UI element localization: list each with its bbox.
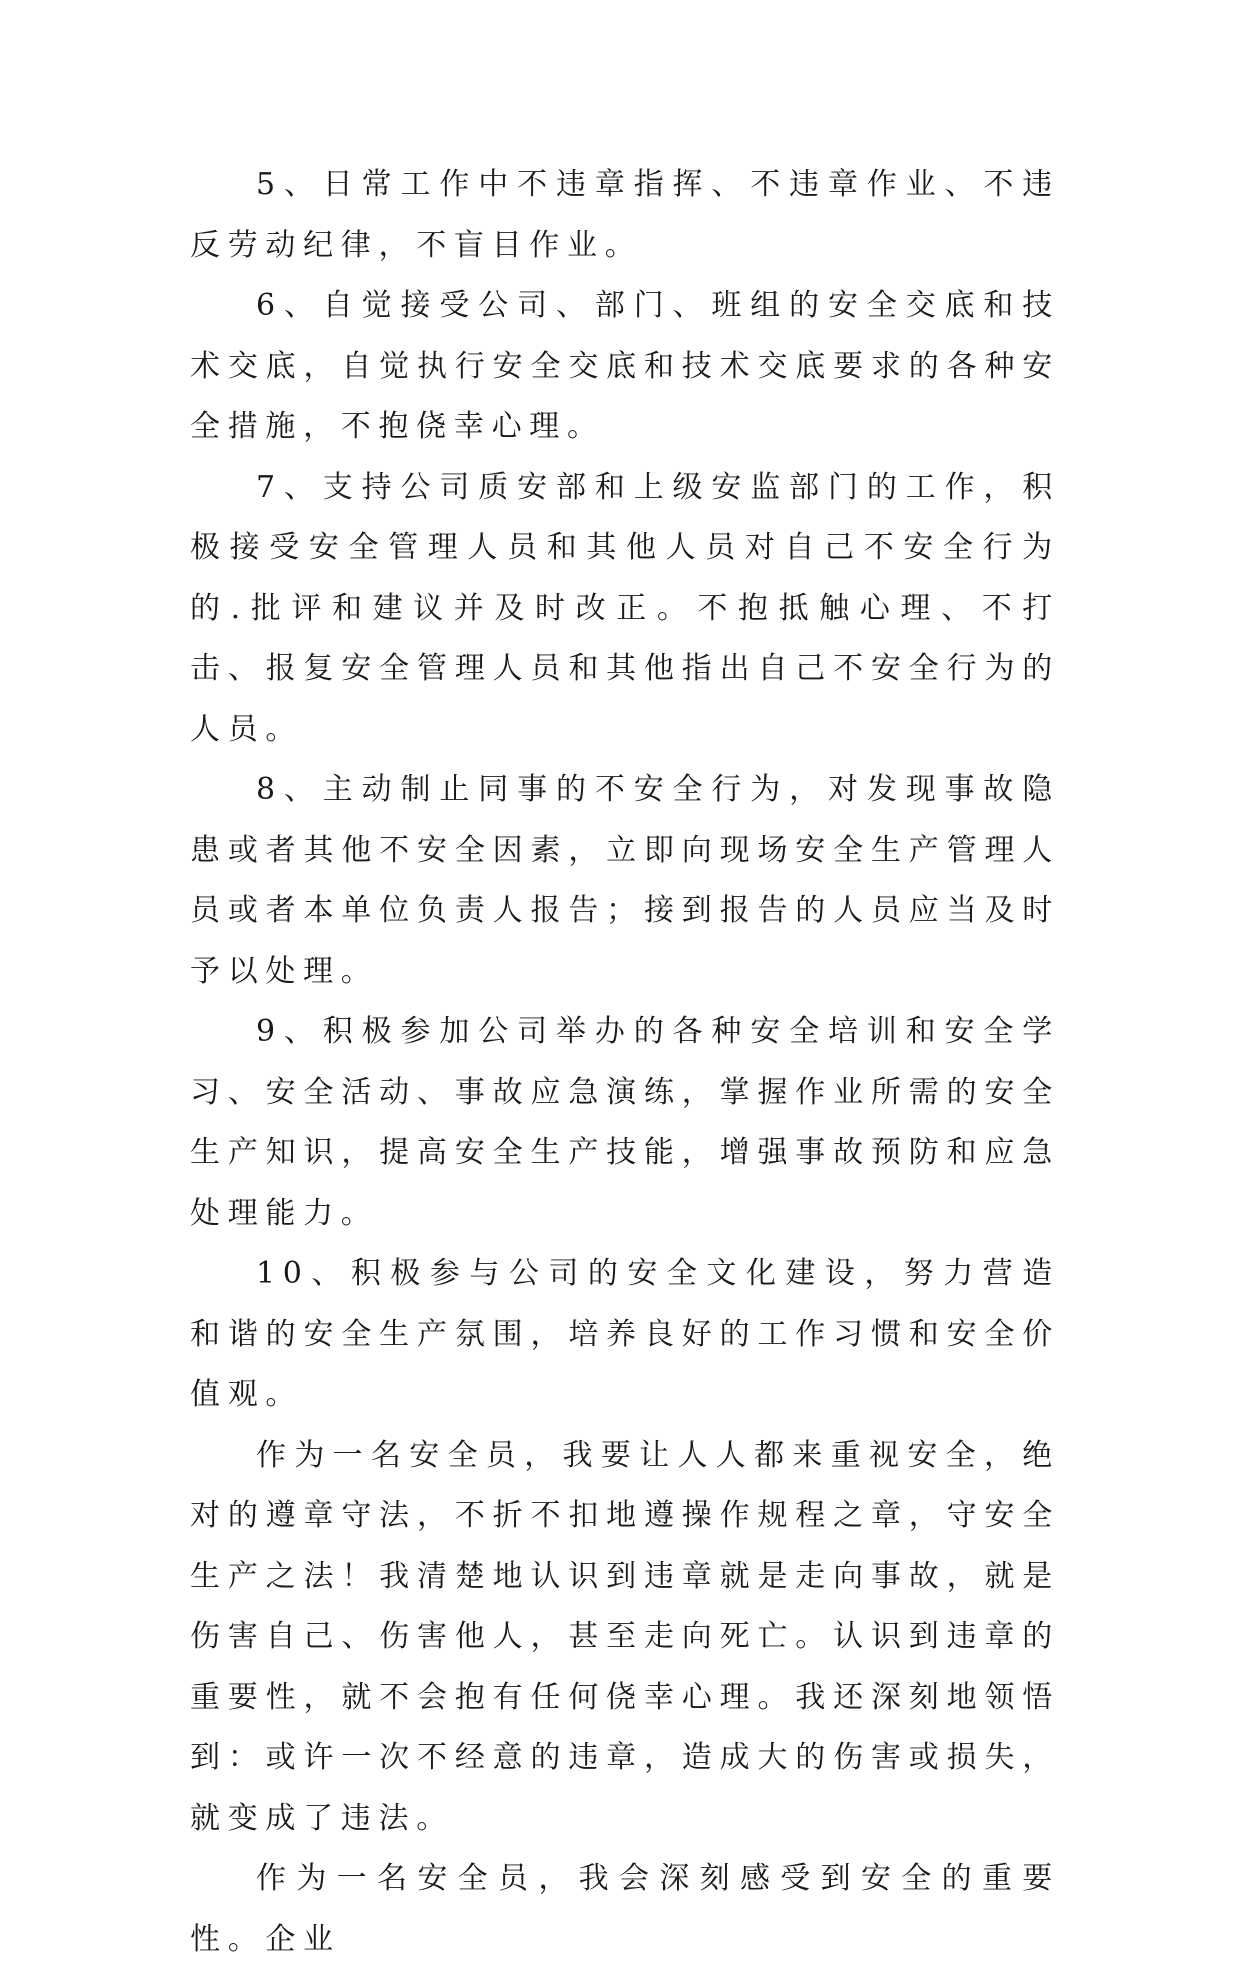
paragraph-item-5: 5、日常工作中不违章指挥、不违章作业、不违反劳动纪律，不盲目作业。 [190, 167, 1060, 263]
paragraph-reflection: 作为一名安全员，我要让人人都来重视安全，绝对的遵章守法，不折不扣地遵操作规程之章，守安全生产之法！我清楚地认识到违章就是走向事故，就是伤害自己、伤害他人，甚至走向死亡。认识到违章的重要性，就不会抱有任何侥幸心理。我还深刻地领悟到：或许一次不经意的违章，造成大的伤害或损失，就变成了违法。 [190, 1437, 1060, 1836]
paragraph-item-7: 7、支持公司质安部和上级安监部门的工作，积极接受安全管理人员和其他人员对自己不安全行为的.批评和建议并及时改正。不抱抵触心理、不打击、报复安全管理人员和其他指出自己不安全行为的人员。 [190, 469, 1060, 747]
paragraph-item-9: 9、积极参加公司举办的各种安全培训和安全学习、安全活动、事故应急演练，掌握作业所需的安全生产知识，提高安全生产技能，增强事故预防和应急处理能力。 [190, 1014, 1060, 1231]
document-body [190, 155, 1060, 1970]
paragraph-item-8: 8、主动制止同事的不安全行为，对发现事故隐患或者其他不安全因素，立即向现场安全生产管理人员或者本单位负责人报告；接到报告的人员应当及时予以处理。 [190, 772, 1060, 989]
paragraph-item-10: 10、积极参与公司的安全文化建设，努力营造和谐的安全生产氛围，培养良好的工作习惯和安全价值观。 [190, 1256, 1060, 1412]
paragraph-item-6: 6、自觉接受公司、部门、班组的安全交底和技术交底，自觉执行安全交底和技术交底要求的各种安全措施，不抱侥幸心理。 [190, 288, 1060, 444]
paragraph-conclusion: 作为一名安全员，我会深刻感受到安全的重要性。企业 [190, 1861, 1060, 1957]
